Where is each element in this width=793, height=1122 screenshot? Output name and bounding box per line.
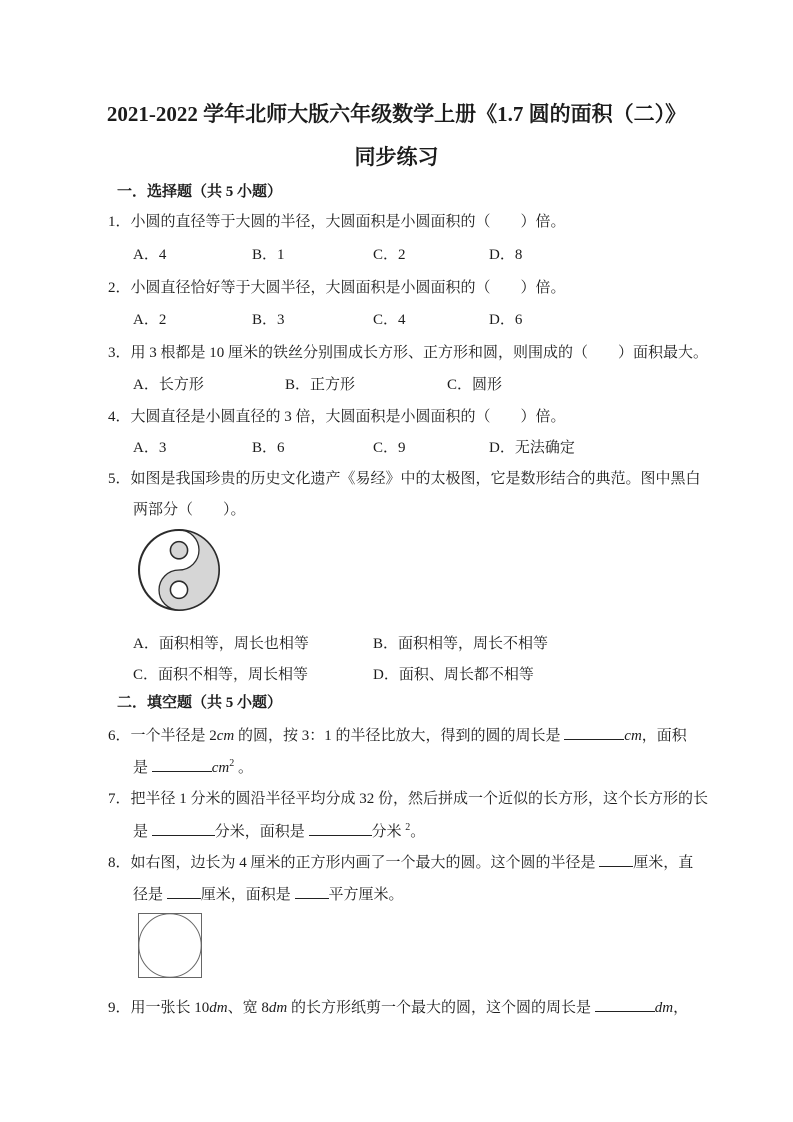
superscript: 2 — [229, 758, 235, 769]
answer-blank — [564, 724, 624, 740]
answer-blank — [152, 756, 212, 772]
option-4a: A．3 — [133, 440, 167, 456]
option-5a: A．面积相等，周长也相等 — [133, 636, 309, 652]
option-4b: B．6 — [252, 440, 285, 456]
option-2c: C．4 — [373, 312, 406, 328]
unit-variable: dm — [268, 1000, 288, 1016]
question-6-line2: 是 $cm^2$ 。 — [133, 758, 254, 776]
question-6-line1: 6．一个半径是 2cm 的圆，按 3：1 的半径比放大，得到的圆的周长是 cm，面积 — [108, 724, 687, 747]
unit-variable: dm — [209, 1000, 228, 1016]
taiji-figure — [135, 527, 223, 613]
option-4d: D．无法确定 — [489, 440, 575, 456]
answer-blank — [152, 820, 215, 836]
question-9-line1: 9．用一张长 10dm、宽 8dm 的长方形纸剪一个最大的圆，这个圆的周长是 dm， — [108, 996, 688, 1019]
answer-blank — [167, 883, 201, 899]
taiji-bottom-dot — [170, 581, 187, 598]
square-inscribed-circle-figure — [138, 913, 202, 978]
option-3b: B．正方形 — [285, 377, 356, 393]
option-3c: C．圆形 — [447, 377, 503, 393]
option-2a: A．2 — [133, 312, 167, 328]
option-4c: C．9 — [373, 440, 406, 456]
unit-variable: cm — [211, 760, 230, 776]
taiji-top-dot — [170, 542, 187, 559]
option-3a: A．长方形 — [133, 377, 204, 393]
option-5b: B．面积相等，周长不相等 — [373, 636, 549, 652]
question-5-text-line2: 两部分（ ）。 — [133, 502, 246, 518]
section-header-fill: 二．填空题（共 5 小题） — [117, 695, 283, 711]
option-1c: C．2 — [373, 247, 406, 263]
option-1a: A．4 — [133, 247, 167, 263]
section-header-choice: 一．选择题（共 5 小题） — [117, 184, 283, 200]
question-5-options-row1 — [133, 633, 548, 655]
question-4-text: 4．大圆直径是小圆直径的 3 倍，大圆面积是小圆面积的（ ）倍。 — [108, 409, 566, 425]
answer-blank — [599, 851, 633, 867]
question-1-text: 1．小圆的直径等于大圆的半径，大圆面积是小圆面积的（ ）倍。 — [108, 214, 566, 230]
superscript: 2 — [405, 822, 411, 833]
option-5c: C．面积不相等，周长相等 — [133, 667, 309, 683]
inscribed-circle — [139, 914, 201, 977]
unit-variable: cm — [216, 728, 235, 744]
page-title-line1: 2021-2022 学年北师大版六年级数学上册《1.7 圆的面积（二）》 — [106, 102, 687, 126]
answer-blank — [295, 883, 329, 899]
question-1-options — [133, 244, 522, 266]
option-2b: B．3 — [252, 312, 285, 328]
question-4-options — [133, 437, 575, 459]
page-title-line2: 同步练习 — [354, 145, 439, 169]
question-3-options — [133, 374, 502, 396]
unit-variable: cm — [624, 728, 642, 744]
answer-blank — [309, 820, 372, 836]
option-1d: D．8 — [489, 247, 523, 263]
answer-blank — [595, 996, 655, 1012]
unit-variable: dm — [654, 1000, 674, 1016]
question-8-line2: 径是 厘米，面积是 平方厘米。 — [133, 883, 404, 906]
question-7-line2: 是 分米，面积是 分米 $^2$。 — [133, 822, 426, 840]
question-7-line1: 7．把半径 1 分米的圆沿半径平均分成 32 份，然后拼成一个近似的长方形，这个长方形的长 — [108, 791, 709, 807]
question-5-options-row2 — [133, 664, 534, 686]
option-5d: D．面积、周长都不相等 — [373, 667, 534, 683]
question-3-text: 3．用 3 根都是 10 厘米的铁丝分别围成长方形、正方形和圆，则围成的（ ）面积最大。 — [108, 345, 709, 361]
question-2-options — [133, 309, 522, 331]
question-2-text: 2．小圆直径恰好等于大圆半径，大圆面积是小圆面积的（ ）倍。 — [108, 280, 566, 296]
option-2d: D．6 — [489, 312, 523, 328]
option-1b: B．1 — [252, 247, 285, 263]
question-5-text-line1: 5．如图是我国珍贵的历史文化遗产《易经》中的太极图，它是数形结合的典范。图中黑白 — [108, 471, 701, 487]
question-8-line1: 8．如右图，边长为 4 厘米的正方形内画了一个最大的圆。这个圆的半径是 厘米，直 — [108, 851, 693, 874]
